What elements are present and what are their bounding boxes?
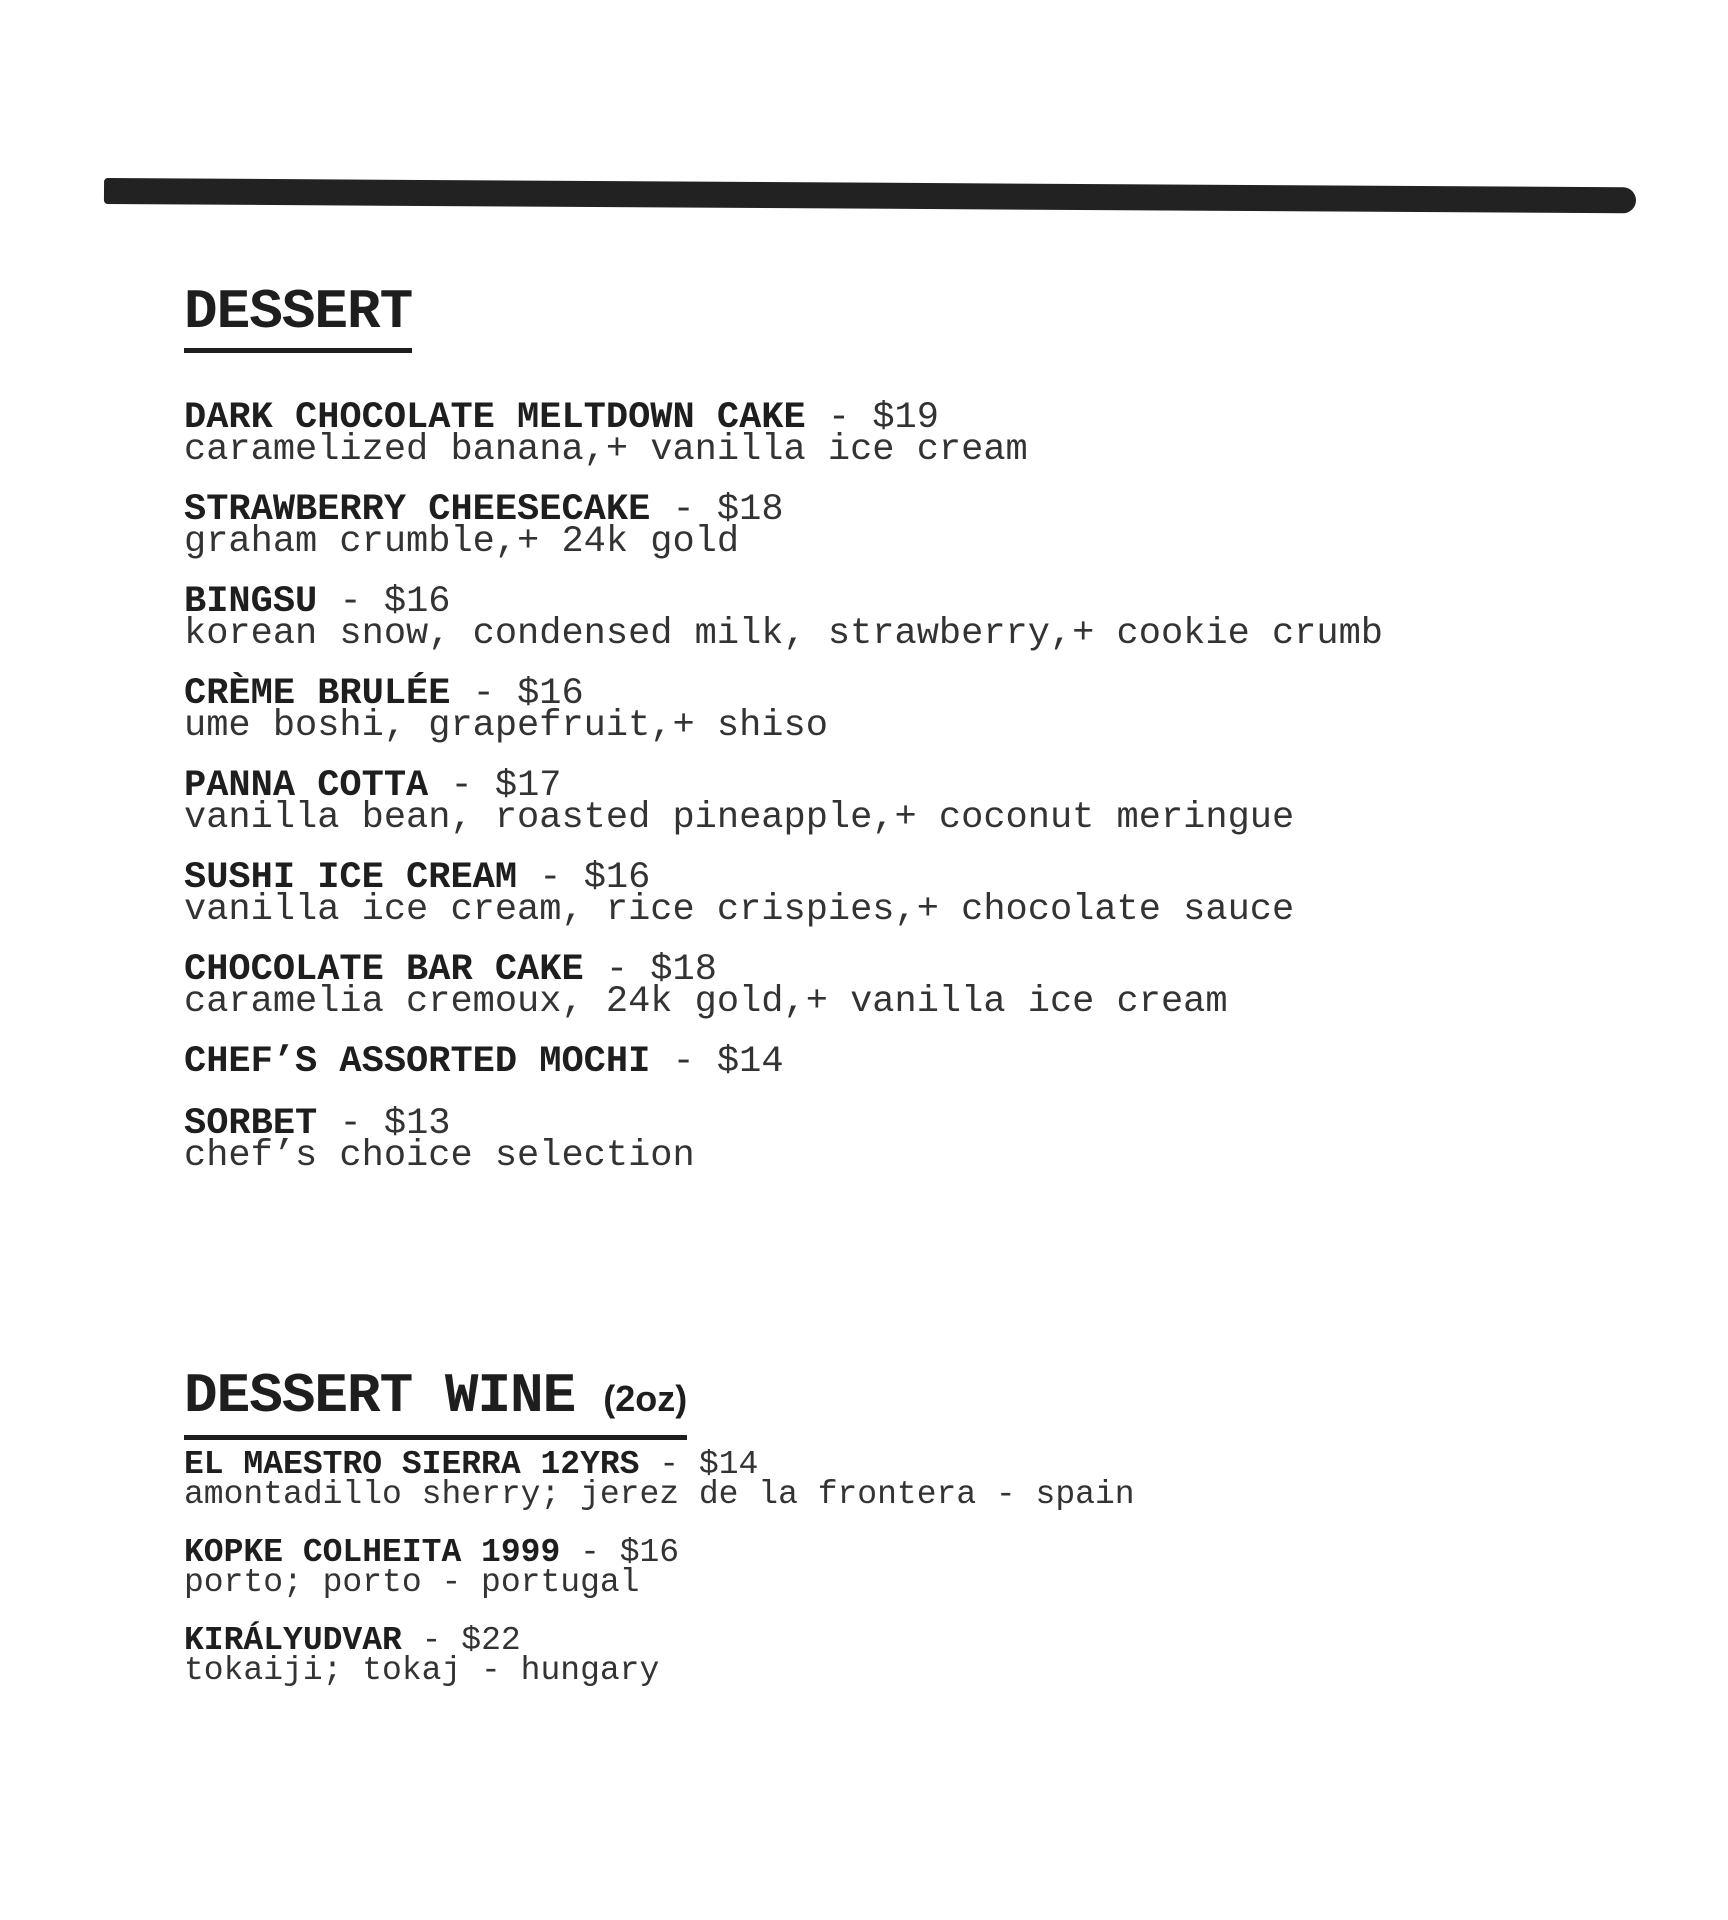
item-name: CHOCOLATE BAR CAKE	[184, 949, 584, 991]
item-price: $18	[650, 949, 717, 991]
item-price: $22	[461, 1622, 521, 1659]
item-price: $16	[619, 1534, 680, 1571]
menu-item	[184, 1622, 1135, 1689]
item-separator: -	[639, 1446, 699, 1483]
item-name: STRAWBERRY CHEESECAKE	[184, 489, 651, 531]
item-description: graham crumble,+ 24k gold	[184, 521, 740, 563]
serving-size-note: (2oz)	[603, 1378, 688, 1419]
item-name: EL MAESTRO SIERRA 12YRS	[184, 1446, 640, 1483]
item-separator: -	[805, 397, 873, 439]
dessert-list	[184, 397, 1383, 1177]
item-price: $17	[494, 765, 562, 807]
menu-item	[184, 1534, 1135, 1601]
menu-item	[184, 1041, 1383, 1083]
item-description: ume boshi, grapefruit,+ shiso	[184, 705, 828, 747]
dessert-section	[184, 278, 1383, 1199]
dessert-wine-section	[184, 1362, 1135, 1714]
item-separator: -	[428, 765, 495, 807]
item-separator: -	[560, 1534, 620, 1571]
item-description: porto; porto - portugal	[184, 1564, 640, 1601]
item-name: CRÈME BRULÉE	[184, 673, 451, 715]
item-description: caramelized banana,+ vanilla ice cream	[184, 429, 1028, 471]
menu-item	[184, 397, 1383, 471]
dessert-wine-list	[184, 1446, 1135, 1689]
menu-item	[184, 1446, 1135, 1513]
item-name: BINGSU	[184, 581, 318, 623]
item-name: KOPKE COLHEITA 1999	[184, 1534, 561, 1571]
item-name: KIRÁLYUDVAR	[184, 1622, 402, 1659]
item-price: $14	[698, 1446, 759, 1483]
item-description: tokaiji; tokaj - hungary	[184, 1652, 660, 1689]
item-price: $16	[583, 857, 651, 899]
menu-item	[184, 1103, 1383, 1177]
item-name: DARK CHOCOLATE MELTDOWN CAKE	[184, 397, 806, 439]
item-description: caramelia cremoux, 24k gold,+ vanilla ice cream	[184, 981, 1228, 1023]
dessert-wine-heading-text: DESSERT WINE	[184, 1364, 576, 1428]
menu-item	[184, 857, 1383, 931]
item-separator: -	[401, 1622, 462, 1659]
dessert-heading	[184, 278, 412, 353]
item-separator: -	[650, 489, 717, 531]
item-name: CHEF’S ASSORTED MOCHI	[184, 1041, 651, 1083]
menu-item	[184, 581, 1383, 655]
menu-item	[184, 673, 1383, 747]
item-description: vanilla ice cream, rice crispies,+ chocolate sauce	[184, 889, 1295, 931]
top-divider-bar	[104, 178, 1636, 213]
dessert-heading-text: DESSERT	[184, 280, 413, 344]
item-separator: -	[583, 949, 651, 991]
dessert-wine-heading	[184, 1362, 687, 1440]
menu-item	[184, 765, 1383, 839]
item-price: $19	[872, 397, 939, 439]
item-description: chef’s choice selection	[184, 1135, 695, 1177]
item-separator: -	[317, 1103, 384, 1145]
menu-item	[184, 489, 1383, 563]
item-separator: -	[317, 581, 384, 623]
item-price: $16	[517, 673, 584, 715]
item-description: vanilla bean, roasted pineapple,+ coconut meringue	[184, 797, 1295, 839]
item-name: SORBET	[184, 1103, 318, 1145]
item-separator: -	[450, 673, 518, 715]
menu-item	[184, 949, 1383, 1023]
item-description: korean snow, condensed milk, strawberry,+ cookie crumb	[184, 613, 1383, 655]
item-price: $14	[716, 1041, 784, 1083]
item-name: SUSHI ICE CREAM	[184, 857, 518, 899]
item-price: $16	[383, 581, 451, 623]
item-price: $13	[383, 1103, 451, 1145]
item-separator: -	[517, 857, 584, 899]
item-description: amontadillo sherry; jerez de la frontera - spain	[184, 1476, 1135, 1513]
item-name: PANNA COTTA	[184, 765, 429, 807]
item-price: $18	[716, 489, 784, 531]
item-separator: -	[650, 1041, 717, 1083]
